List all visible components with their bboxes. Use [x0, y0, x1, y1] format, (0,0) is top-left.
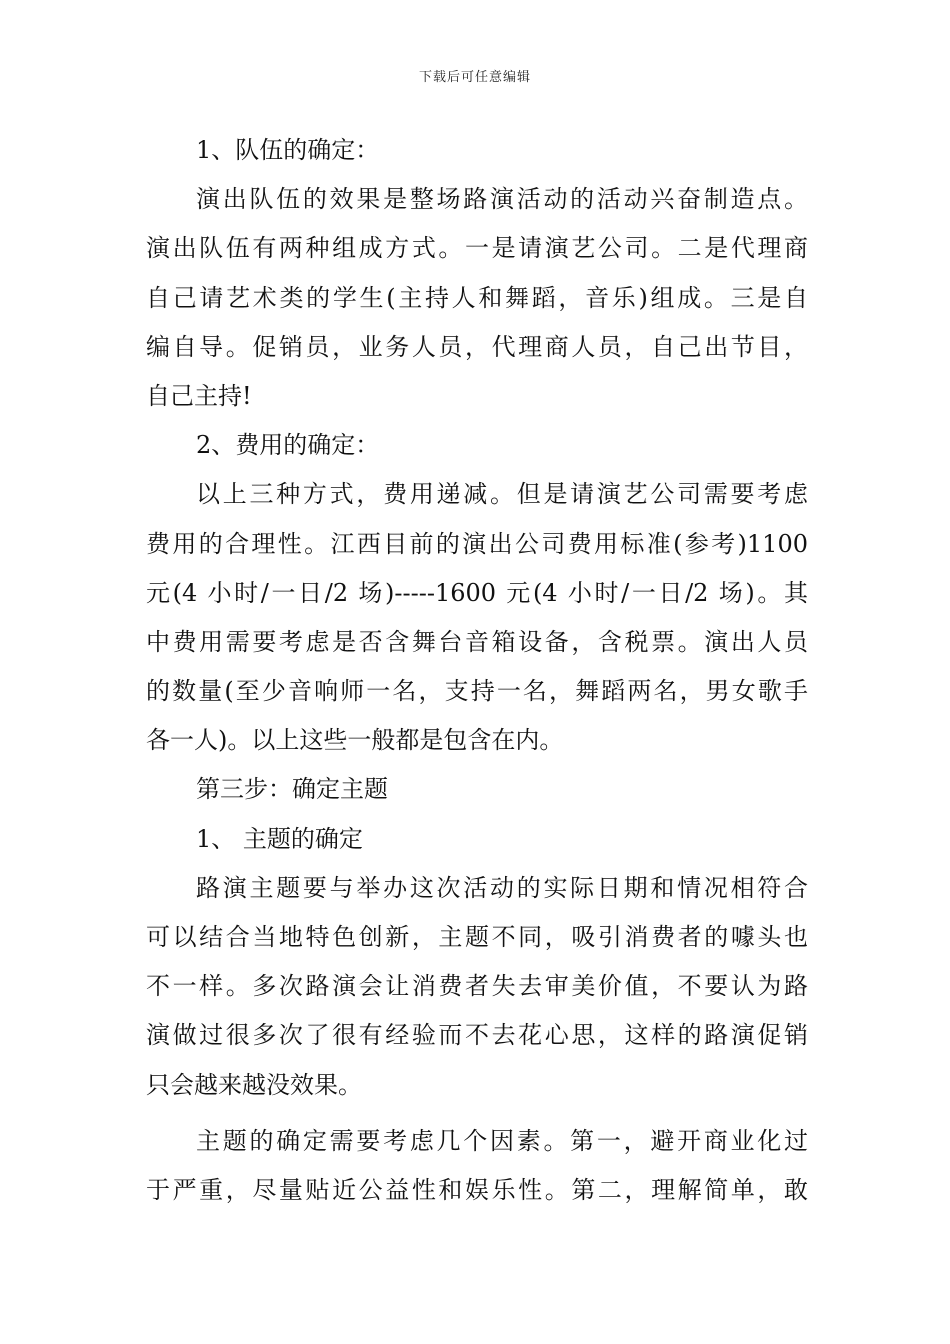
- text-line: 元(4 小时/一日/2 场)-----1600 元(4 小时/一日/2 场)。其: [146, 578, 808, 607]
- text-line: 演出队伍有两种组成方式。一是请演艺公司。二是代理商: [146, 234, 808, 263]
- text-line: 只会越来越没效果。: [146, 1070, 362, 1099]
- text-line: 编自导。促销员，业务人员，代理商人员，自己出节目，: [146, 332, 808, 361]
- paragraph-gap: [146, 1110, 808, 1117]
- text-line: 不一样。多次路演会让消费者失去审美价值，不要认为路: [146, 972, 808, 1001]
- text-line: 费用的合理性。江西目前的演出公司费用标准(参考)1100: [146, 529, 808, 558]
- text-line: 以上三种方式，费用递减。但是请演艺公司需要考虑: [196, 480, 808, 509]
- text-line: 主题的确定需要考虑几个因素。第一，避开商业化过: [196, 1126, 808, 1155]
- text-line: 1、 主题的确定: [196, 824, 363, 853]
- text-line: 自己主持!: [146, 381, 252, 410]
- text-line: 的数量(至少音响师一名，支持一名，舞蹈两名，男女歌手: [146, 677, 808, 706]
- text-line: 演出队伍的效果是整场路演活动的活动兴奋制造点。: [196, 185, 808, 214]
- text-line: 各一人)。以上这些一般都是包含在内。: [146, 726, 564, 755]
- text-line: 可以结合当地特色创新，主题不同，吸引消费者的噱头也: [146, 923, 808, 951]
- page-header: 下载后可任意编辑: [418, 70, 531, 85]
- text-line: 中费用需要考虑是否含舞台音箱设备，含税票。演出人员: [146, 627, 808, 656]
- text-line: 于严重，尽量贴近公益性和娱乐性。第二，理解简单，敢: [146, 1175, 808, 1204]
- text-line: 自己请艺术类的学生(主持人和舞蹈，音乐)组成。三是自: [146, 283, 808, 312]
- document-body: [146, 126, 808, 1215]
- text-line: 第三步：确定主题: [196, 775, 388, 804]
- text-line: 2、费用的确定：: [196, 431, 380, 460]
- text-line: 路演主题要与举办这次活动的实际日期和情况相符合: [196, 873, 808, 902]
- text-line: 演做过很多次了很有经验而不去花心思，这样的路演促销: [146, 1021, 808, 1050]
- text-line: 1、队伍的确定：: [196, 136, 380, 164]
